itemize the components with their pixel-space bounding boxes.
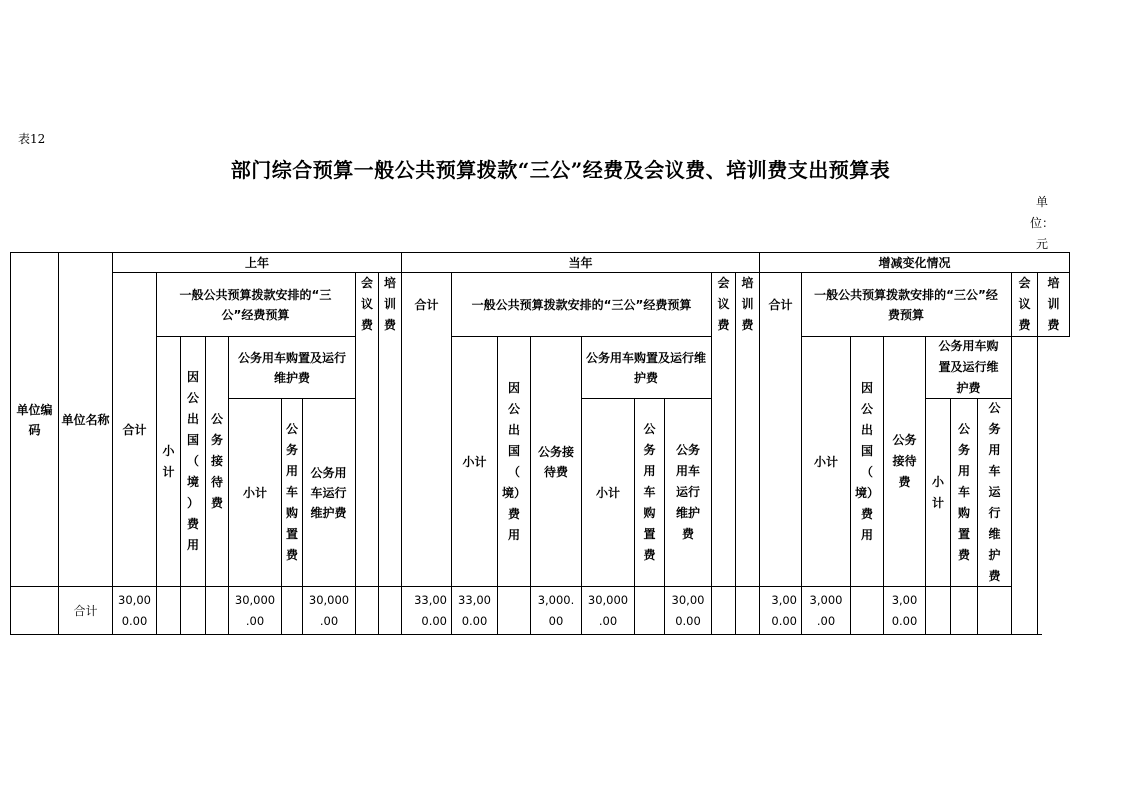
curr-total-value: 33,00 0.00 xyxy=(414,592,447,628)
header-curr-vehicle-purchase: 公 务 用 车 购 置 费 xyxy=(643,422,656,562)
header-change-vehicle-subtotal: 小 计 xyxy=(931,474,944,510)
prev-vehicle-operation-value: 30,000 .00 xyxy=(308,592,350,628)
curr-subtotal-value: 33,00 0.00 xyxy=(458,592,491,628)
header-change-meeting: 会 议 费 xyxy=(1018,276,1031,332)
header-change-training: 培 训 费 xyxy=(1047,276,1060,332)
header-curr-year: 当年 xyxy=(568,255,593,270)
header-change-vehicle-total: 公务用车购 置及运行维 护费 xyxy=(938,339,999,395)
header-curr-reception: 公务接待费 xyxy=(537,444,574,479)
document-title: 部门综合预算一般公共预算拨款“三公”经费及会议费、培训费支出预算表 xyxy=(230,158,891,182)
header-change-subtotal: 小计 xyxy=(813,454,838,469)
header-prev-vehicle-purchase: 公 务 用 车 购 置 费 xyxy=(285,422,298,562)
header-change-total: 合计 xyxy=(768,297,793,312)
header-change-overseas: 因 公 出 国 （ 境） 费 用 xyxy=(854,380,879,542)
change-reception-value: 3,00 0.00 xyxy=(891,592,918,628)
header-prev-vehicle-subtotal: 小计 xyxy=(242,485,267,500)
header-change-vehicle-purchase: 公 务 用 车 购 置 费 xyxy=(957,422,970,562)
header-prev-sangong: 一般公共预算拨款安排的“三公”经费预算 xyxy=(179,287,332,322)
header-prev-vehicle-total: 公务用车购置及运行维护费 xyxy=(237,350,346,385)
prev-vehicle-subtotal-value: 30,000 .00 xyxy=(234,592,276,628)
header-prev-meeting: 会 议 费 xyxy=(360,276,373,332)
header-change: 增减变化情况 xyxy=(878,255,951,270)
header-unit-code: 单位编码 xyxy=(16,402,53,437)
curr-vehicle-subtotal-value: 30,000 .00 xyxy=(587,592,629,628)
change-subtotal-value: 3,000 .00 xyxy=(809,592,843,628)
header-curr-vehicle-subtotal: 小计 xyxy=(595,485,620,500)
unit-label: 单位：元 xyxy=(1030,195,1055,251)
header-curr-total: 合计 xyxy=(414,297,439,312)
header-change-vehicle-operation: 公 务 用 车 运 行 维 护 费 xyxy=(988,401,1001,583)
header-prev-training: 培 训 费 xyxy=(383,276,396,332)
change-total-value: 3,00 0.00 xyxy=(771,592,797,628)
header-curr-subtotal: 小计 xyxy=(462,454,487,469)
header-curr-sangong: 一般公共预算拨款安排的“三公”经费预算 xyxy=(471,297,692,312)
header-prev-year: 上年 xyxy=(244,255,269,270)
header-curr-vehicle-operation: 公务 用车 运行 维护 费 xyxy=(675,443,700,541)
header-change-sangong: 一般公共预算拨款安排的“三公”经费预算 xyxy=(814,287,998,322)
curr-reception-value: 3,000. 00 xyxy=(537,592,575,628)
header-prev-total: 合计 xyxy=(122,422,147,437)
row-label: 合计 xyxy=(73,603,98,618)
curr-vehicle-operation-value: 30,00 0.00 xyxy=(671,592,705,628)
header-prev-overseas: 因 公 出 国 （ 境 ） 费 用 xyxy=(186,370,199,552)
header-curr-training: 培 训 费 xyxy=(741,276,754,332)
header-prev-reception: 公 务 接 待 费 xyxy=(210,412,223,510)
header-curr-overseas: 因 公 出 国 （ 境） 费 用 xyxy=(501,380,526,542)
table-number: 表12 xyxy=(18,132,46,146)
header-prev-vehicle-operation: 公务用车运行维护费 xyxy=(310,465,347,520)
header-curr-vehicle-total: 公务用车购置及运行维护费 xyxy=(585,350,706,385)
header-curr-meeting: 会 议 费 xyxy=(717,276,730,332)
header-unit-name: 单位名称 xyxy=(61,412,110,427)
prev-total-value: 30,00 0.00 xyxy=(118,592,151,628)
header-change-reception: 公务 接待 费 xyxy=(892,433,917,489)
header-prev-subtotal: 小 计 xyxy=(162,443,175,479)
